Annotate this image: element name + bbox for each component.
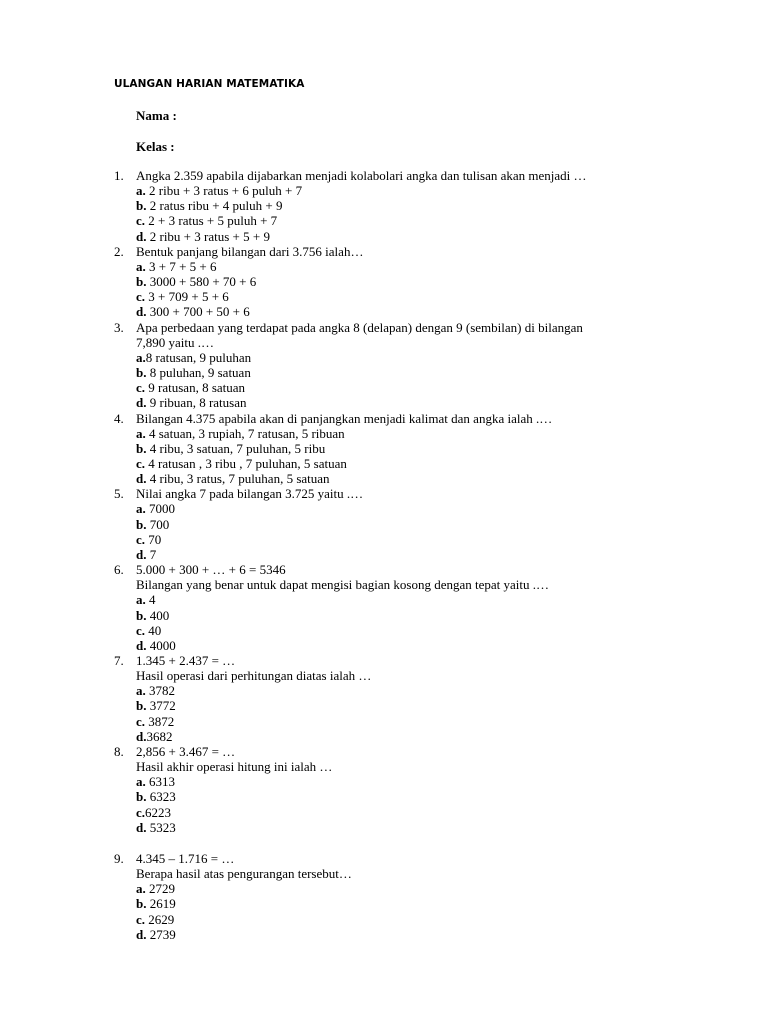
option-text: 400 (146, 607, 170, 623)
answer-option (136, 395, 754, 410)
option-text: 6323 (146, 789, 176, 805)
answer-option (136, 517, 754, 532)
answer-option (136, 623, 754, 638)
option-letter: d. (136, 546, 147, 562)
option-text: 3772 (146, 698, 176, 714)
option-letter: a. (136, 592, 146, 608)
option-text: 7000 (145, 501, 175, 517)
question-number: 6. (114, 562, 124, 578)
question-number: 3. (114, 319, 124, 335)
question-item (114, 168, 754, 244)
question-text: 5.000 + 300 + … + 6 = 5346 (136, 562, 286, 578)
option-letter: c. (136, 713, 146, 729)
option-text: 2739 (146, 926, 176, 942)
question-text: Hasil operasi dari perhitungan diatas ialah … (136, 668, 372, 684)
option-letter: d. (136, 471, 147, 487)
option-letter: b. (136, 198, 147, 214)
question-text: Berapa hasil atas pengurangan tersebut… (136, 866, 352, 882)
option-letter: d. (136, 304, 147, 320)
question-text: Bilangan 4.375 apabila akan di panjangkan menjadi kalimat dan angka ialah .… (136, 410, 553, 426)
question-item (114, 411, 754, 487)
answer-option (136, 608, 754, 623)
option-letter: b. (136, 607, 147, 623)
answer-option (136, 592, 754, 607)
question-text: Angka 2.359 apabila dijabarkan menjadi kolabolari angka dan tulisan akan menjadi … (136, 168, 587, 183)
option-text: 2629 (145, 911, 175, 927)
nama-label: Nama : (136, 108, 177, 123)
option-letter: a. (136, 258, 146, 274)
answer-option (136, 820, 754, 835)
option-text: 3 + 709 + 5 + 6 (145, 289, 229, 305)
option-text: 9 ribuan, 8 ratusan (146, 395, 247, 411)
answer-option (136, 789, 754, 804)
question-item (114, 244, 754, 320)
option-text: 2729 (145, 881, 175, 897)
question-number: 4. (114, 410, 124, 426)
answer-option (136, 365, 754, 380)
question-text: Hasil akhir operasi hitung ini ialah … (136, 759, 333, 775)
option-text: 4 ratusan , 3 ribu , 7 puluhan, 5 satuan (145, 455, 347, 471)
option-text: 3 + 7 + 5 + 6 (145, 258, 217, 274)
answer-option (136, 881, 754, 896)
answer-option (136, 927, 754, 942)
question-number: 8. (114, 743, 124, 759)
option-text: 2619 (146, 896, 176, 912)
answer-option (136, 456, 754, 471)
option-letter: b. (136, 698, 147, 714)
question-number: 9. (114, 850, 124, 866)
answer-option (136, 441, 754, 456)
option-letter: a. (136, 774, 146, 790)
option-text: 8 puluhan, 9 satuan (146, 365, 251, 381)
option-letter: a. (136, 183, 146, 199)
answer-option (136, 532, 754, 547)
answer-option (136, 289, 754, 304)
question-number: 1. (114, 168, 124, 183)
option-text: 6313 (145, 774, 175, 790)
option-text: 4 ribu, 3 ratus, 7 puluhan, 5 satuan (146, 471, 330, 487)
question-text: 1.345 + 2.437 = … (136, 653, 236, 668)
option-letter: b. (136, 274, 147, 290)
option-letter: b. (136, 440, 147, 456)
option-letter: b. (136, 516, 147, 532)
option-text: 2 + 3 ratus + 5 puluh + 7 (145, 213, 278, 229)
answer-option (136, 714, 754, 729)
question-item (114, 562, 754, 653)
option-letter: c. (136, 531, 146, 547)
option-text: 7 (146, 546, 157, 562)
option-text: 6223 (145, 804, 172, 820)
answer-option (136, 350, 754, 365)
option-letter: d. (136, 728, 147, 744)
option-text: 9 ratusan, 8 satuan (145, 380, 246, 396)
answer-option (136, 547, 754, 562)
question-number: 2. (114, 243, 124, 259)
option-letter: c. (136, 804, 146, 820)
option-text: 300 + 700 + 50 + 6 (146, 304, 250, 320)
option-text: 3682 (146, 728, 173, 744)
option-letter: a. (136, 683, 146, 699)
option-letter: c. (136, 455, 146, 471)
option-text: 4 ribu, 3 satuan, 7 puluhan, 5 ribu (146, 440, 326, 456)
option-text: 70 (145, 531, 162, 547)
option-letter: d. (136, 395, 147, 411)
answer-option (136, 683, 754, 698)
answer-option (136, 274, 754, 289)
answer-option (136, 380, 754, 395)
question-text: 2,856 + 3.467 = … (136, 743, 236, 759)
option-text: 3782 (145, 683, 175, 699)
option-text: 4 (145, 592, 156, 608)
answer-option (136, 229, 754, 244)
question-item (114, 653, 754, 744)
option-letter: c. (136, 213, 146, 229)
answer-option (136, 198, 754, 213)
answer-option (136, 729, 754, 744)
question-text: 7,890 yaitu .… (136, 334, 214, 350)
question-text: Apa perbedaan yang terdapat pada angka 8 (delapan) dengan 9 (sembilan) di bilangan (136, 319, 583, 335)
question-item (114, 744, 754, 835)
option-letter: a. (136, 425, 146, 441)
page-title: ULANGAN HARIAN MATEMATIKA (114, 78, 305, 90)
option-letter: d. (136, 926, 147, 942)
answer-option (136, 698, 754, 713)
option-text: 40 (145, 622, 162, 638)
answer-option (136, 304, 754, 319)
option-text: 4 satuan, 3 rupiah, 7 ratusan, 5 ribuan (145, 425, 345, 441)
option-letter: d. (136, 228, 147, 244)
option-letter: a. (136, 349, 146, 365)
question-text: 4.345 – 1.716 = … (136, 850, 235, 866)
option-letter: c. (136, 380, 146, 396)
kelas-label: Kelas : (136, 139, 175, 154)
option-text: 5323 (146, 819, 176, 835)
option-text: 2 ratus ribu + 4 puluh + 9 (146, 198, 283, 214)
option-text: 2 ribu + 3 ratus + 6 puluh + 7 (145, 183, 303, 199)
option-text: 8 ratusan, 9 puluhan (145, 349, 252, 365)
answer-option (136, 213, 754, 228)
answer-option (136, 471, 754, 486)
option-letter: a. (136, 881, 146, 897)
option-letter: a. (136, 501, 146, 517)
answer-option (136, 183, 754, 198)
option-text: 3000 + 580 + 70 + 6 (146, 274, 257, 290)
question-item (114, 320, 754, 411)
question-item (114, 486, 754, 562)
answer-option (136, 638, 754, 653)
question-item (114, 851, 754, 942)
answer-option (136, 774, 754, 789)
answer-option (136, 805, 754, 820)
answer-option (136, 259, 754, 274)
option-text: 700 (146, 516, 170, 532)
question-text: Nilai angka 7 pada bilangan 3.725 yaitu .… (136, 486, 364, 502)
option-text: 4000 (146, 637, 176, 653)
option-letter: d. (136, 819, 147, 835)
option-text: 2 ribu + 3 ratus + 5 + 9 (146, 228, 270, 244)
question-number: 5. (114, 486, 124, 502)
option-text: 3872 (145, 713, 175, 729)
option-letter: b. (136, 789, 147, 805)
option-letter: d. (136, 637, 147, 653)
question-list (114, 168, 754, 942)
answer-option (136, 912, 754, 927)
answer-option (136, 501, 754, 516)
answer-option (136, 426, 754, 441)
option-letter: c. (136, 289, 146, 305)
option-letter: b. (136, 896, 147, 912)
question-text: Bilangan yang benar untuk dapat mengisi bagian kosong dengan tepat yaitu .… (136, 577, 550, 593)
question-number: 7. (114, 653, 124, 668)
option-letter: c. (136, 622, 146, 638)
question-text: Bentuk panjang bilangan dari 3.756 ialah… (136, 243, 364, 259)
option-letter: c. (136, 911, 146, 927)
option-letter: b. (136, 365, 147, 381)
answer-option (136, 896, 754, 911)
